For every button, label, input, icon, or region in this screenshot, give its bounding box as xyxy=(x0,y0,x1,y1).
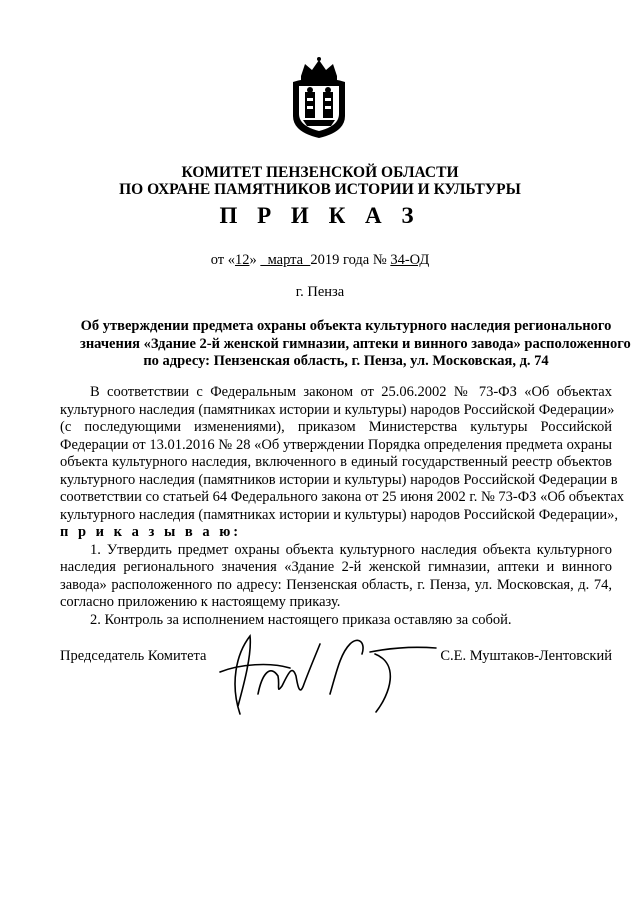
item-line: завода» расположенного по адресу: Пензенская область, г. Пенза, ул. Московская, д. 74, xyxy=(60,576,612,593)
subject-line: значения «Здание 2-й женской гимназии, аптеки и винного завода» расположенного xyxy=(80,335,631,352)
order-subject xyxy=(80,318,631,371)
coat-of-arms-icon xyxy=(287,56,351,140)
org-name-line1: КОМИТЕТ ПЕНЗЕНСКОЙ ОБЛАСТИ xyxy=(181,164,459,181)
order-body xyxy=(60,384,625,629)
preamble-line: В соответствии с Федеральным законом от 25.06.2002 № 73-ФЗ «Об объектах xyxy=(90,384,612,400)
order-month: марта xyxy=(260,252,311,268)
item-line: согласно приложению к настоящему приказу. xyxy=(60,594,341,610)
dateline-prefix: от « xyxy=(210,252,235,268)
city-name: г. Пенза xyxy=(295,284,345,300)
signatory-position: Председатель Комитета xyxy=(60,648,207,664)
handwritten-signature-icon xyxy=(200,624,450,719)
item-line: 2. Контроль за исполнением настоящего приказа оставляю за собой. xyxy=(90,611,512,628)
preamble-line: объекта культурного наследия, включенного в единый государственный реестр объектов xyxy=(60,454,612,470)
subject-line: Об утверждении предмета охраны объекта культурного наследия регионального xyxy=(80,318,612,334)
order-year: 2019 года № xyxy=(310,252,391,268)
order-dateline xyxy=(0,251,640,269)
directive-word: п р и к а з ы в а ю: xyxy=(60,524,242,540)
order-number: 34-ОД xyxy=(390,252,430,268)
preamble-line: соответствии со статьей 64 Федерального закона от 25 июня 2002 г. № 73-ФЗ «Об объектах xyxy=(60,489,625,505)
item-line: наследия регионального значения «Здание 2-й женской гимназии, аптеки и винного xyxy=(60,559,612,575)
org-name-line2: ПО ОХРАНЕ ПАМЯТНИКОВ ИСТОРИИ И КУЛЬТУРЫ xyxy=(119,181,521,198)
dateline-mid: » xyxy=(249,252,261,268)
item-line: 1. Утвердить предмет охраны объекта культурного наследия объекта культурного xyxy=(90,541,612,558)
preamble-line: культурного наследия (памятников истории и культуры) народов Российской Федерации в xyxy=(60,471,618,488)
preamble-line: Федерации от 13.01.2016 № 28 «Об утверждении Порядка определения предмета охраны xyxy=(60,436,612,453)
order-day: 12 xyxy=(234,252,250,268)
document-type-title: П Р И К А З xyxy=(219,203,421,228)
preamble-line: (с последующими изменениями), приказом Министерства культуры Российской xyxy=(60,419,612,435)
preamble-line: культурного наследия (памятниках истории и культуры) народов Российской Федерации», xyxy=(60,506,619,523)
subject-line: по адресу: Пензенская область, г. Пенза, ул. Московская, д. 74 xyxy=(143,353,549,369)
signatory-name: С.Е. Муштаков-Лентовский xyxy=(440,648,612,664)
preamble-line: культурного наследия (памятниках истории и культуры) народов Российской Федерации» xyxy=(60,401,615,418)
